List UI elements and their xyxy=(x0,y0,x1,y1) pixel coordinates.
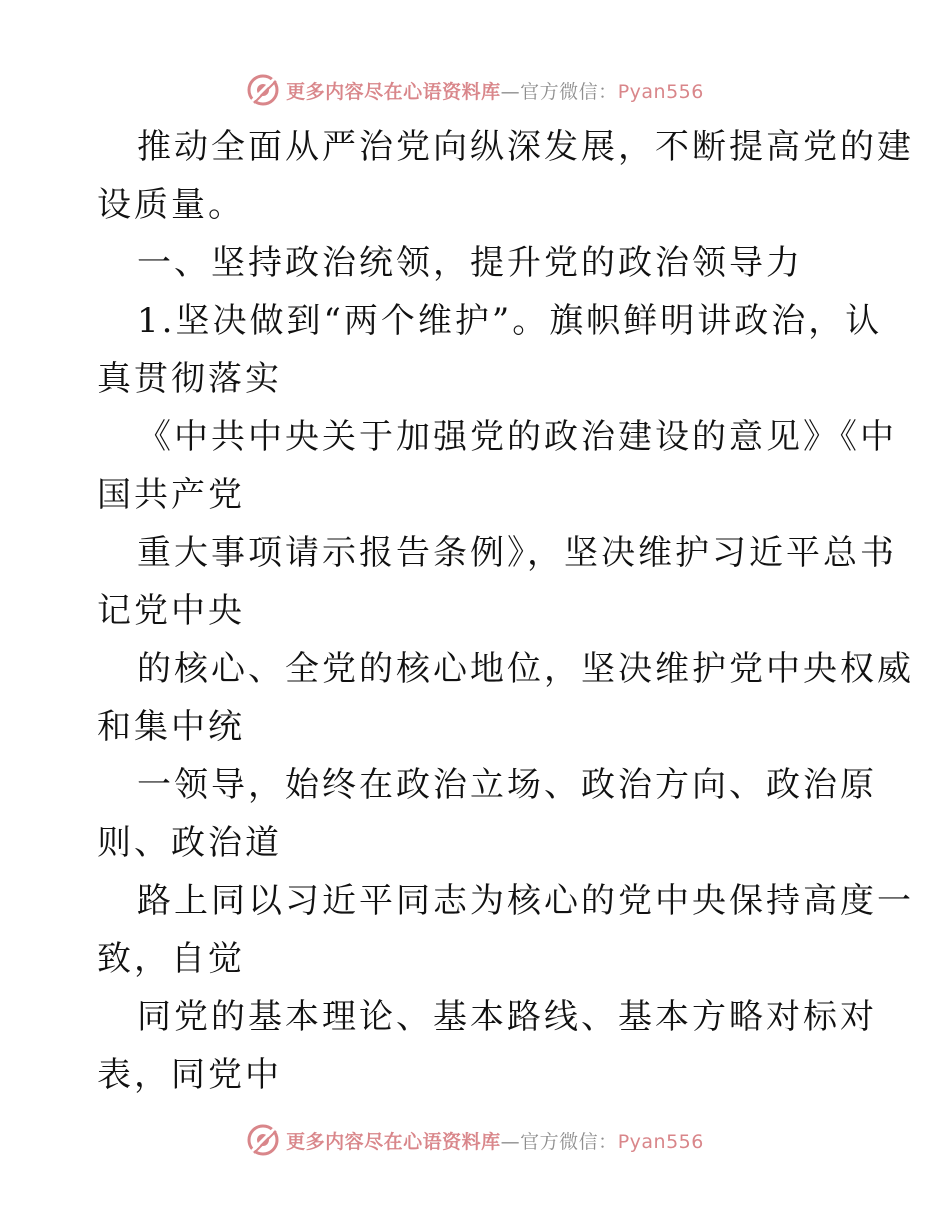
header-separator: — xyxy=(500,80,521,103)
text-line: 表，同党中 xyxy=(97,1055,282,1095)
text-line: 致，自觉 xyxy=(97,939,245,979)
text-line: 的核心、全党的核心地位，坚决维护党中央权威 xyxy=(137,649,914,689)
footer-banner xyxy=(0,1118,950,1162)
text-line: 一领导，始终在政治立场、政治方向、政治原 xyxy=(137,765,877,805)
text-line: 设质量。 xyxy=(97,185,245,225)
header-brand: 更多内容尽在心语资料库 xyxy=(286,80,501,103)
section-heading: 一、坚持政治统领，提升党的政治领导力 xyxy=(137,243,803,283)
footer-brand: 更多内容尽在心语资料库 xyxy=(286,1130,501,1153)
text-line: 《中共中央关于加强党的政治建设的意见》《中 xyxy=(137,417,897,457)
text-line: 路上同以习近平同志为核心的党中央保持高度一 xyxy=(137,881,914,921)
text-line: 国共产党 xyxy=(97,475,245,515)
text-line: 记党中央 xyxy=(97,591,245,631)
text-line: 则、政治道 xyxy=(97,823,282,863)
footer-separator: — xyxy=(500,1130,521,1153)
footer-account-id: Pyan556 xyxy=(617,1130,704,1153)
footer-account-prefix: 官方微信： xyxy=(520,1130,618,1153)
logo-icon xyxy=(246,1123,280,1157)
footer-text xyxy=(286,1127,704,1154)
text-line: 推动全面从严治党向纵深发展，不断提高党的建 xyxy=(137,127,914,167)
header-text xyxy=(286,77,704,104)
text-line: 和集中统 xyxy=(97,707,245,747)
header-account-prefix: 官方微信： xyxy=(520,80,618,103)
logo-icon xyxy=(246,73,280,107)
document-body xyxy=(97,118,914,1104)
text-line: 重大事项请示报告条例》，坚决维护习近平总书 xyxy=(137,533,897,573)
header-account-id: Pyan556 xyxy=(617,80,704,103)
header-banner xyxy=(0,68,950,112)
text-line: 同党的基本理论、基本路线、基本方略对标对 xyxy=(137,997,877,1037)
text-line: 1.坚决做到“两个维护”。旗帜鲜明讲政治，认 xyxy=(137,301,883,341)
text-line: 真贯彻落实 xyxy=(97,359,282,399)
